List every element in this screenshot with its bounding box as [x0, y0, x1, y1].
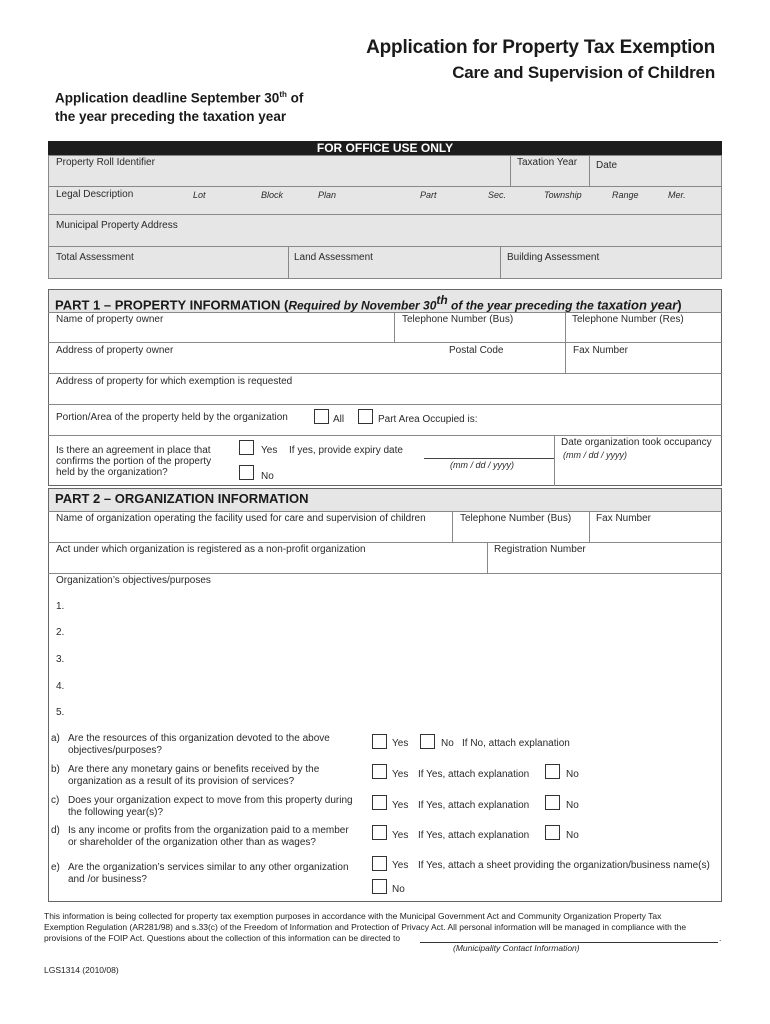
- objective-line-4[interactable]: 4.: [56, 681, 65, 692]
- objective-line-1[interactable]: 1.: [56, 601, 65, 612]
- taxation-year-field[interactable]: Taxation Year: [517, 157, 578, 168]
- question-c-no-checkbox[interactable]: [545, 795, 560, 810]
- agreement-yes-checkbox[interactable]: [239, 440, 254, 455]
- question-d-no-checkbox[interactable]: [545, 825, 560, 840]
- question-e-letter: e): [51, 862, 60, 873]
- owner-address-field[interactable]: Address of property owner: [56, 345, 174, 356]
- occupancy-date-field[interactable]: Date organization took occupancy: [561, 437, 712, 448]
- township-field[interactable]: Township: [544, 190, 582, 200]
- question-c-yes-label: Yes: [392, 800, 409, 811]
- question-a-yes-checkbox[interactable]: [372, 734, 387, 749]
- objectives-label: Organization’s objectives/purposes: [56, 575, 211, 586]
- lot-field[interactable]: Lot: [193, 190, 206, 200]
- deadline-note: Application deadline September 30th of the year preceding the taxation year: [55, 90, 304, 124]
- question-b-no-label: No: [566, 769, 579, 780]
- question-d-yes-checkbox[interactable]: [372, 825, 387, 840]
- portion-label: Portion/Area of the property held by the organization: [56, 412, 288, 423]
- question-b-text: Are there any monetary gains or benefits received by the organization as a result of its provision of services?: [68, 764, 320, 787]
- expiry-date-format: (mm / dd / yyyy): [450, 460, 515, 470]
- registration-number-field[interactable]: Registration Number: [494, 544, 586, 555]
- range-field[interactable]: Range: [612, 190, 639, 200]
- part-checkbox[interactable]: [358, 409, 373, 424]
- owner-tel-res-field[interactable]: Telephone Number (Res): [572, 314, 684, 325]
- land-assessment-field[interactable]: Land Assessment: [294, 252, 373, 263]
- sec-field[interactable]: Sec.: [488, 190, 507, 200]
- question-d-note: If Yes, attach explanation: [418, 830, 530, 841]
- org-tel-bus-field[interactable]: Telephone Number (Bus): [460, 513, 572, 524]
- question-c-letter: c): [51, 795, 60, 806]
- agreement-no-label: No: [261, 471, 274, 482]
- form-title: Application for Property Tax Exemption: [366, 37, 715, 58]
- objective-line-3[interactable]: 3.: [56, 654, 65, 665]
- agreement-no-checkbox[interactable]: [239, 465, 254, 480]
- question-a-text: Are the resources of this organization devoted to the above objectives/purposes?: [68, 733, 330, 756]
- question-b-yes-checkbox[interactable]: [372, 764, 387, 779]
- occupancy-date-format: (mm / dd / yyyy): [563, 450, 628, 460]
- question-a-no-label: No: [441, 738, 454, 749]
- question-e-no-label: No: [392, 884, 405, 895]
- question-c-note: If Yes, attach explanation: [418, 800, 530, 811]
- area-occupied-label: Part Area Occupied is:: [378, 414, 478, 425]
- question-c-yes-checkbox[interactable]: [372, 795, 387, 810]
- form-subtitle: Care and Supervision of Children: [452, 63, 715, 82]
- part2-heading: PART 2 – ORGANIZATION INFORMATION: [49, 489, 721, 511]
- question-d-no-label: No: [566, 830, 579, 841]
- question-d-text: Is any income or profits from the organization paid to a member or shareholder of the organization other than as wages?: [68, 825, 349, 848]
- plan-field[interactable]: Plan: [318, 190, 337, 200]
- question-e-yes-label: Yes: [392, 860, 409, 871]
- part1-heading: PART 1 – PROPERTY INFORMATION (Required by November 30th of the year preceding the taxation year): [49, 290, 721, 312]
- question-b-no-checkbox[interactable]: [545, 764, 560, 779]
- question-b-yes-label: Yes: [392, 769, 409, 780]
- question-a-no-checkbox[interactable]: [420, 734, 435, 749]
- total-assessment-field[interactable]: Total Assessment: [56, 252, 134, 263]
- question-d-yes-label: Yes: [392, 830, 409, 841]
- owner-name-field[interactable]: Name of property owner: [56, 314, 164, 325]
- question-b-letter: b): [51, 764, 60, 775]
- municipality-contact-label: (Municipality Contact Information): [453, 943, 580, 953]
- question-e-text: Are the organization’s services similar to any other organization and /or business?: [68, 862, 349, 885]
- act-field[interactable]: Act under which organization is registered as a non-profit organization: [56, 544, 366, 555]
- foip-notice: This information is being collected for property tax exemption purposes in accordance with the Municipal Government Act and Community Organization Property Tax Exemption Regulation (AR281/98) and s.33(c) of the Freedom of Information and Protection of Privacy Act. All personal information will be managed in compliance with the provisions of the FOIP Act. Questions about the collection of this information can be directed to: [44, 911, 687, 943]
- question-a-letter: a): [51, 733, 60, 744]
- notice-period: .: [719, 933, 722, 943]
- question-a-yes-label: Yes: [392, 738, 409, 749]
- expiry-date-input[interactable]: [424, 458, 554, 459]
- office-use-bar: FOR OFFICE USE ONLY: [48, 141, 722, 155]
- block-field[interactable]: Block: [261, 190, 284, 200]
- org-name-field[interactable]: Name of organization operating the facility used for care and supervision of children: [56, 513, 426, 524]
- question-e-no-checkbox[interactable]: [372, 879, 387, 894]
- question-e-yes-checkbox[interactable]: [372, 856, 387, 871]
- agreement-yes-label: Yes: [261, 445, 278, 456]
- agreement-question: Is there an agreement in place that confirms the portion of the property held by the organization?: [56, 445, 212, 478]
- date-field[interactable]: Date: [596, 160, 618, 171]
- question-a-note: If No, attach explanation: [462, 738, 570, 749]
- form-number: LGS1314 (2010/08): [44, 965, 119, 975]
- mer-field[interactable]: Mer.: [668, 190, 686, 200]
- part-field[interactable]: Part: [420, 190, 437, 200]
- building-assessment-field[interactable]: Building Assessment: [507, 252, 600, 263]
- exemption-address-field[interactable]: Address of property for which exemption is requested: [56, 376, 293, 387]
- question-c-no-label: No: [566, 800, 579, 811]
- office-use-section: [48, 155, 722, 279]
- all-checkbox[interactable]: [314, 409, 329, 424]
- expiry-date-label: If yes, provide expiry date: [289, 445, 403, 456]
- objective-line-2[interactable]: 2.: [56, 627, 65, 638]
- question-b-note: If Yes, attach explanation: [418, 769, 530, 780]
- owner-tel-bus-field[interactable]: Telephone Number (Bus): [402, 314, 514, 325]
- question-e-note: If Yes, attach a sheet providing the organization/business name(s): [418, 860, 710, 871]
- postal-code-field[interactable]: Postal Code: [449, 345, 504, 356]
- owner-fax-field[interactable]: Fax Number: [573, 345, 629, 356]
- property-roll-identifier-field[interactable]: Property Roll Identifier: [56, 157, 155, 168]
- question-d-letter: d): [51, 825, 60, 836]
- all-label: All: [333, 414, 345, 425]
- municipal-address-field[interactable]: Municipal Property Address: [56, 220, 178, 231]
- question-c-text: Does your organization expect to move from this property during the following year(s)?: [68, 795, 353, 818]
- legal-description-label: Legal Description: [56, 189, 134, 200]
- org-fax-field[interactable]: Fax Number: [596, 513, 652, 524]
- objective-line-5[interactable]: 5.: [56, 707, 65, 718]
